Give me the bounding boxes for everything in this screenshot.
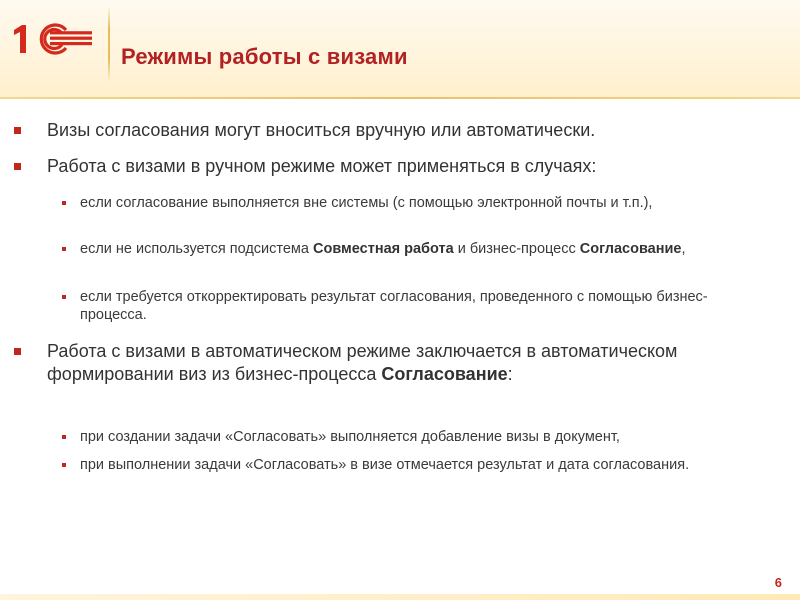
square-bullet-icon [14,348,21,355]
small-square-bullet-icon [62,463,66,467]
bullet-3-text-post: : [507,364,513,384]
sub-bullet-2-2-text-pre: если не используется подсистема [80,241,313,257]
sub-bullet-2-1 [80,194,740,212]
footer-band [0,594,800,600]
header-horizontal-divider [0,97,800,99]
bullet-3 [47,340,697,386]
small-square-bullet-icon [62,247,66,251]
bullet-1 [47,119,737,142]
svg-text:1С: 1С [10,22,12,23]
bullet-3-text-pre: Работа с визами в автоматическом режиме заключается в автоматическом формировании виз из бизнес-процесса [47,341,678,384]
bullet-1-text: Визы согласования могут вноситься вручную или автоматически. [47,120,596,140]
sub-bullet-2-3 [80,288,720,324]
1c-logo [10,22,96,56]
header-vertical-divider [108,6,110,82]
sub-bullet-2-2-text-mid: и бизнес-процесс [453,241,580,257]
square-bullet-icon [14,163,21,170]
logo-area [0,0,104,98]
small-square-bullet-icon [62,201,66,205]
sub-bullet-3-1 [80,428,750,446]
sub-bullet-2-3-text: если требуется откорректировать результат согласования, проведенного с помощью бизнес-процесса. [80,289,708,323]
small-square-bullet-icon [62,295,66,299]
process-name: Согласование [579,241,682,257]
sub-bullet-3-2 [80,456,730,474]
sub-bullet-3-2-text: при выполнении задачи «Согласовать» в визе отмечается результат и дата согласования. [80,457,690,473]
bullet-2 [47,155,737,178]
slide-title: Режимы работы с визами [121,44,408,69]
small-square-bullet-icon [62,435,66,439]
slide-header [0,0,800,98]
process-name: Согласование [381,364,508,384]
sub-bullet-3-1-text: при создании задачи «Согласовать» выполняется добавление визы в документ, [80,429,620,445]
page-number: 6 [774,575,782,590]
sub-bullet-2-1-text: если согласование выполняется вне системы (с помощью электронной почты и т.п.), [80,195,653,211]
subsystem-name: Совместная работа [313,241,454,257]
sub-bullet-2-2 [80,240,720,258]
bullet-2-text: Работа с визами в ручном режиме может применяться в случаях: [47,156,597,176]
square-bullet-icon [14,127,21,134]
sub-bullet-2-2-text-post: , [681,241,686,257]
